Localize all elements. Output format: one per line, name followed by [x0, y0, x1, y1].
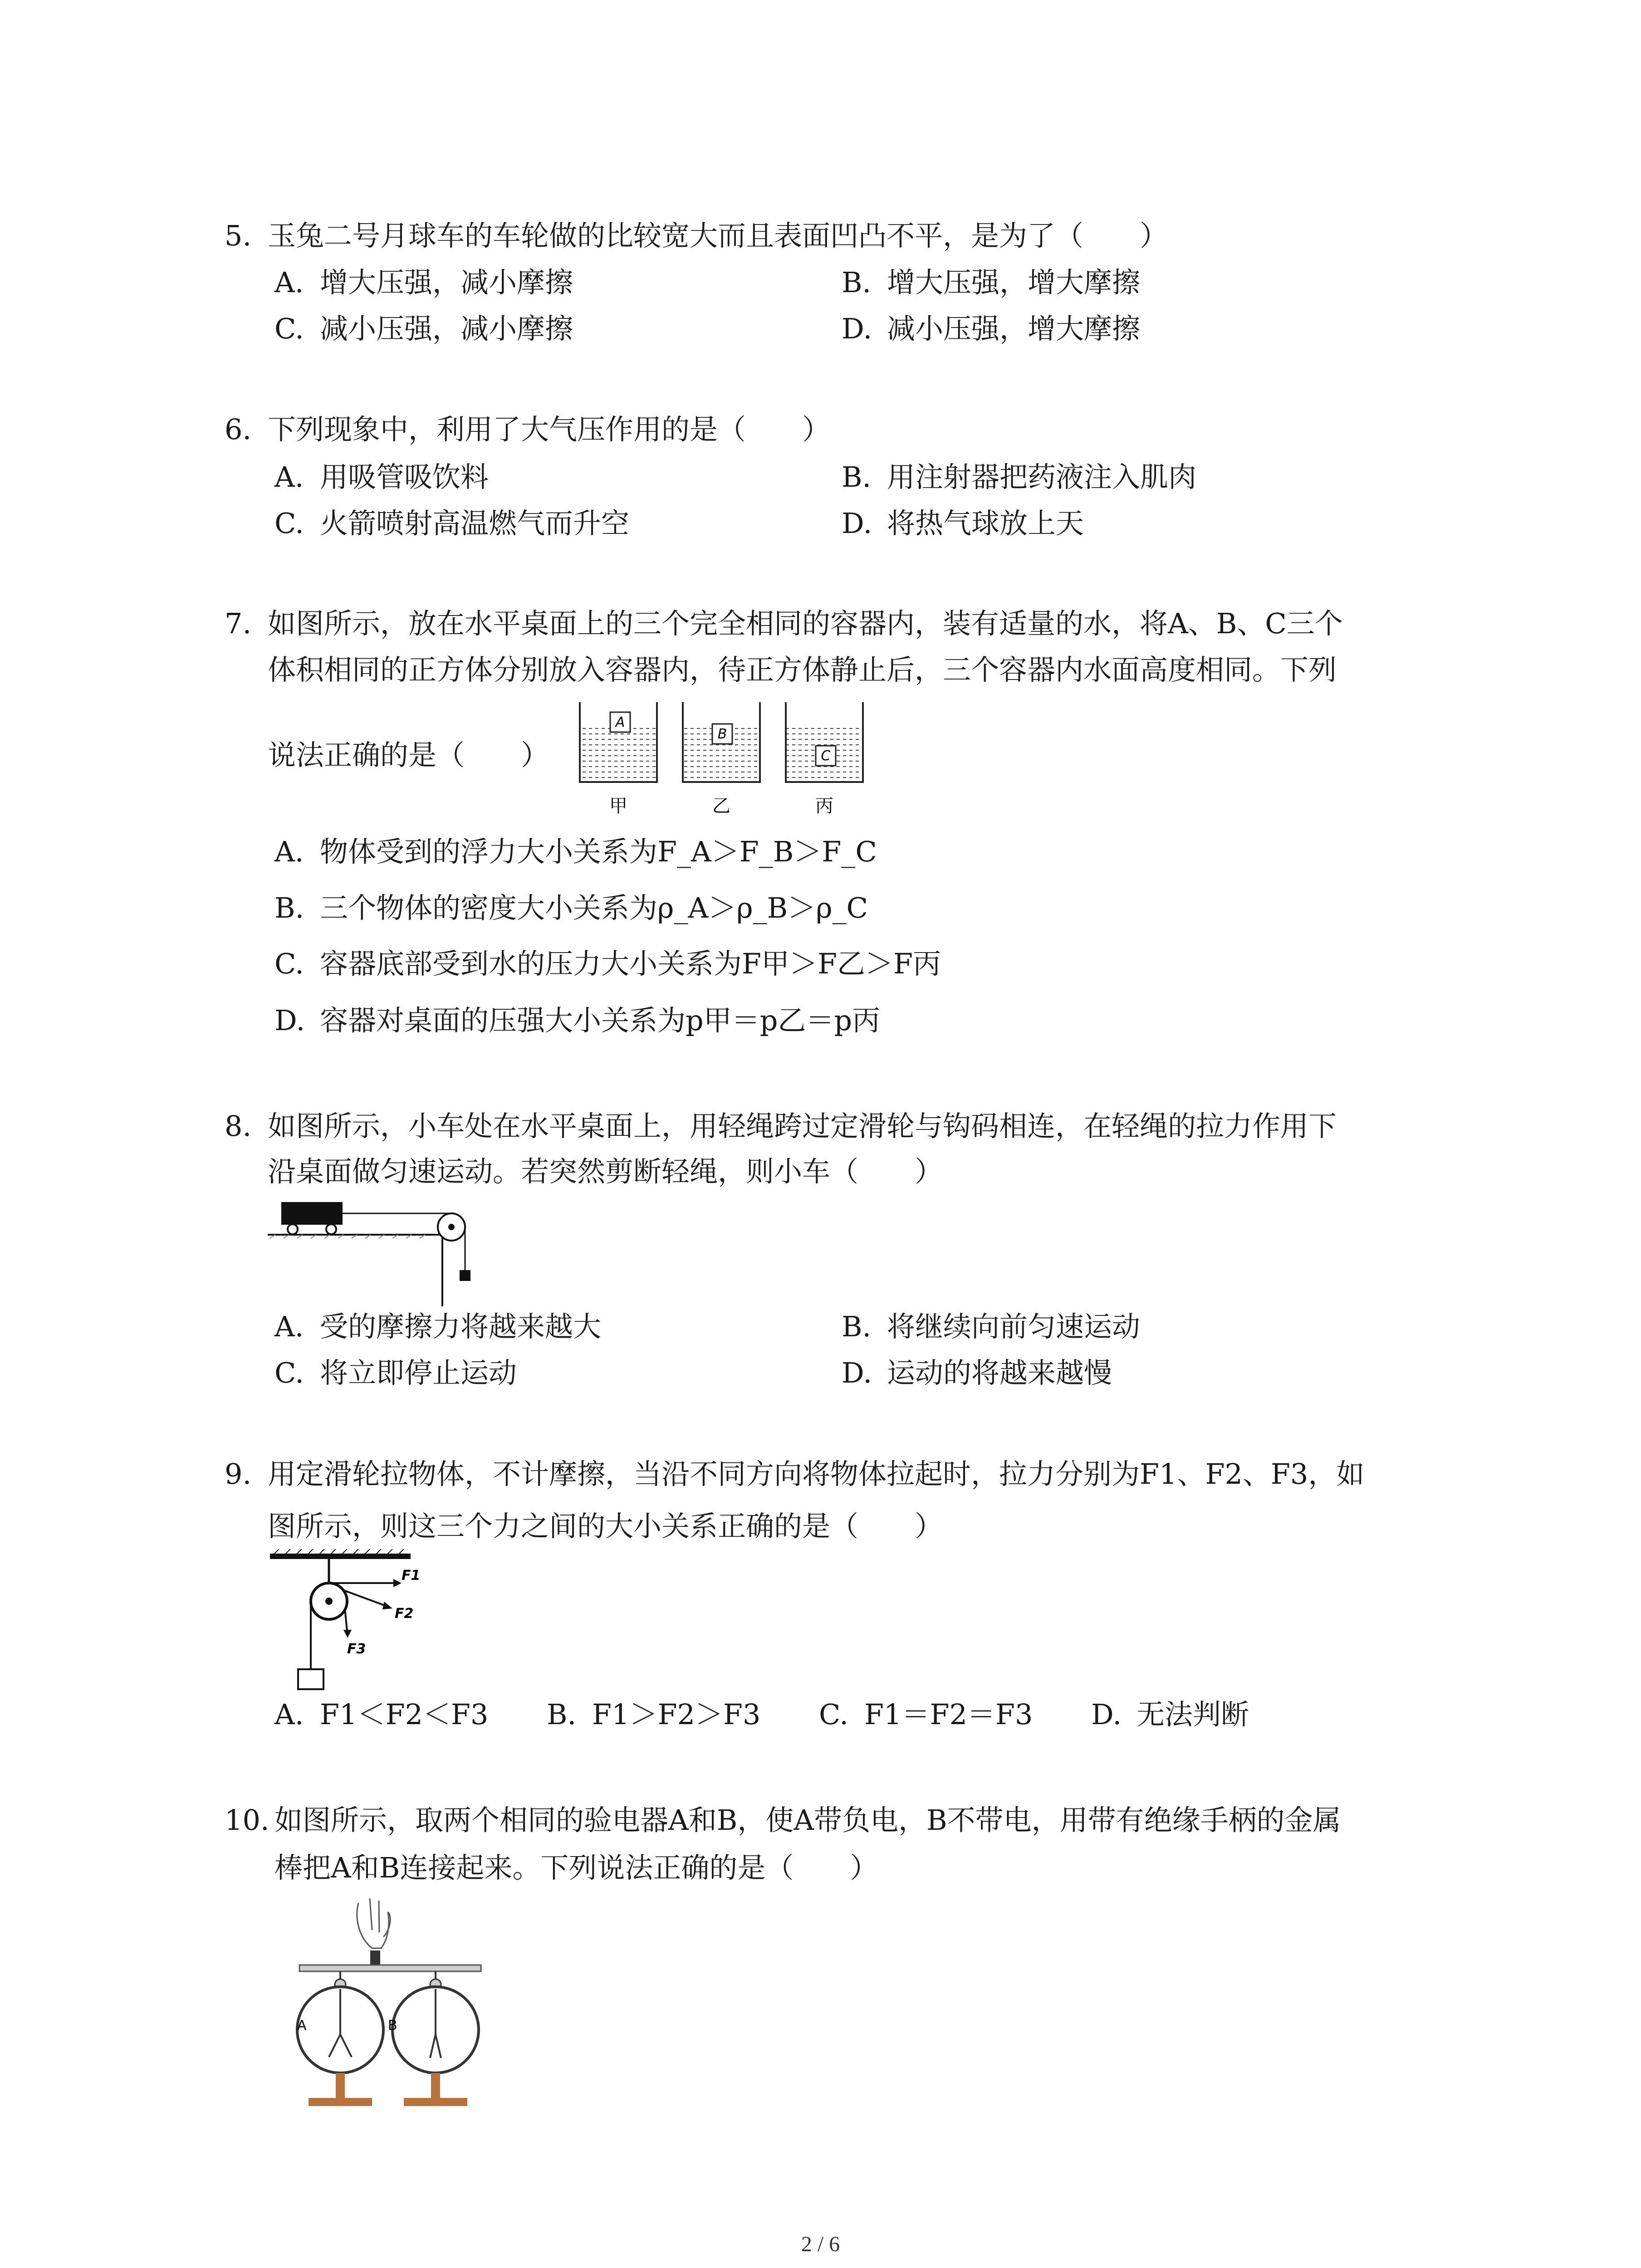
container-bing	[786, 702, 863, 782]
q8-stem-line-2: 沿桌面做匀速运动。若突然剪断轻绳，则小车（ ）	[268, 1155, 943, 1188]
q8-stem-line-1: 如图所示，小车处在水平桌面上，用轻绳跨过定滑轮与钩码相连，在轻绳的拉力作用下	[268, 1110, 1337, 1143]
q6-stem: 下列现象中，利用了大气压作用的是（ ）	[268, 413, 831, 446]
label-yi: 乙	[712, 796, 730, 816]
q9-stem-line-2: 图所示，则这三个力之间的大小关系正确的是（ ）	[268, 1510, 943, 1543]
label-b: B	[388, 2018, 397, 2033]
q7-option-a[interactable]: A. 物体受到的浮力大小关系为F_A＞F_B＞F_C	[274, 835, 877, 868]
q9-option-d[interactable]: D. 无法判断	[1091, 1698, 1249, 1731]
q8-option-c[interactable]: C. 将立即停止运动	[274, 1356, 517, 1389]
q5-number: 5.	[225, 219, 252, 252]
q5-option-c[interactable]: C. 减小压强，减小摩擦	[274, 312, 573, 345]
q8-option-a[interactable]: A. 受的摩擦力将越来越大	[274, 1310, 602, 1343]
q7-number: 7.	[225, 607, 252, 640]
q9-number: 9.	[225, 1457, 252, 1491]
q7-option-c[interactable]: C. 容器底部受到水的压力大小关系为F甲＞F乙＞F丙	[274, 947, 941, 980]
q7-containers-figure	[576, 699, 894, 826]
label-bing: 丙	[815, 796, 833, 816]
electroscope-a	[297, 1971, 383, 2106]
label-jia: 甲	[609, 796, 627, 816]
container-yi	[683, 702, 760, 782]
container-jia	[580, 702, 657, 782]
label-a: A	[297, 2018, 307, 2033]
q10-stem-line-2: 棒把A和B连接起来。下列说法正确的是（ ）	[274, 1851, 878, 1884]
q7-stem-line-2: 体积相同的正方体分别放入容器内，待正方体静止后，三个容器内水面高度相同。下列	[268, 653, 1337, 686]
q10-stem-line-1: 如图所示，取两个相同的验电器A和B，使A带负电，B不带电，用带有绝缘手柄的金属	[274, 1804, 1341, 1837]
cube-a-label: A	[615, 714, 625, 730]
metal-rod	[299, 1965, 481, 1971]
insulated-handle	[370, 1950, 380, 1965]
q10-electroscope-figure	[286, 1894, 495, 2134]
f3-label: F3	[347, 1641, 366, 1657]
q6-number: 6.	[225, 413, 252, 446]
f2-label: F2	[395, 1606, 414, 1622]
electroscope-b	[388, 1971, 479, 2106]
q9-stem-line-1: 用定滑轮拉物体，不计摩擦，当沿不同方向将物体拉起时，拉力分别为F1、F2、F3，如	[268, 1457, 1365, 1491]
q6-option-c[interactable]: C. 火箭喷射高温燃气而升空	[274, 507, 630, 540]
q9-option-b[interactable]: B. F1＞F2＞F3	[547, 1698, 761, 1731]
q7-stem-line-3: 说法正确的是（ ）	[268, 738, 549, 772]
f1-label: F1	[402, 1568, 421, 1584]
q9-option-c[interactable]: C. F1＝F2＝F3	[819, 1698, 1033, 1731]
cube-b-label: B	[717, 726, 727, 742]
q9-option-a[interactable]: A. F1＜F2＜F3	[274, 1698, 489, 1731]
q8-option-b[interactable]: B. 将继续向前匀速运动	[842, 1310, 1141, 1343]
q5-option-b[interactable]: B. 增大压强，增大摩擦	[842, 266, 1141, 299]
q5-option-a[interactable]: A. 增大压强，减小摩擦	[274, 266, 573, 299]
q7-option-b[interactable]: B. 三个物体的密度大小关系为ρ_A＞ρ_B＞ρ_C	[274, 891, 868, 924]
cart	[281, 1202, 343, 1225]
hook-weight	[460, 1270, 470, 1281]
q7-stem-line-1: 如图所示，放在水平桌面上的三个完全相同的容器内，装有适量的水，将A、B、C三个	[268, 607, 1343, 640]
q8-cart-pulley-figure	[265, 1193, 483, 1311]
hand-icon	[357, 1898, 390, 1948]
q10-number: 10.	[225, 1804, 269, 1837]
cube-c-label: C	[821, 748, 831, 764]
q7-option-d[interactable]: D. 容器对桌面的压强大小关系为p甲＝p乙＝p丙	[274, 1004, 881, 1037]
weight	[298, 1669, 323, 1689]
q8-number: 8.	[225, 1110, 252, 1143]
page-number: 2 / 6	[801, 2232, 840, 2256]
q6-option-a[interactable]: A. 用吸管吸饮料	[274, 460, 489, 494]
q5-stem: 玉兔二号月球车的车轮做的比较宽大而且表面凹凸不平，是为了（ ）	[268, 219, 1168, 252]
q6-option-b[interactable]: B. 用注射器把药液注入肌肉	[842, 460, 1197, 494]
q6-option-d[interactable]: D. 将热气球放上天	[842, 507, 1084, 540]
q5-option-d[interactable]: D. 减小压强，增大摩擦	[842, 312, 1141, 345]
q8-option-d[interactable]: D. 运动的将越来越慢	[842, 1356, 1112, 1389]
q9-fixed-pulley-figure	[265, 1549, 429, 1699]
